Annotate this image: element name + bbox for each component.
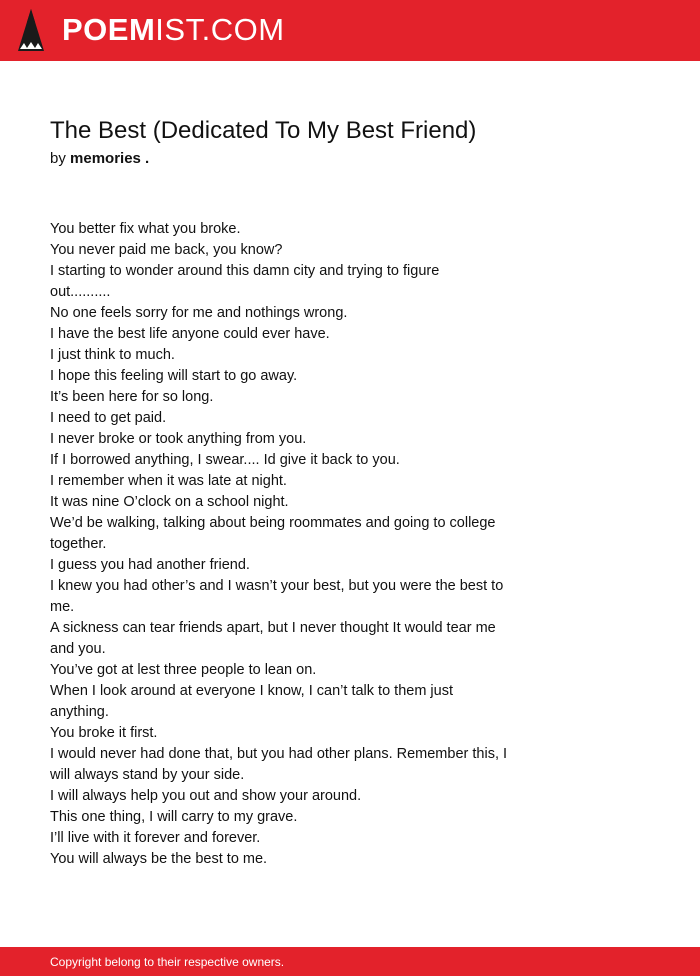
poem-line: A sickness can tear friends apart, but I never thought It would tear me [50, 620, 496, 636]
poem-line: I remember when it was late at night. [50, 473, 287, 489]
by-label: by [50, 150, 66, 167]
byline [50, 149, 149, 169]
poem-line: I starting to wonder around this damn city and trying to figure [50, 263, 440, 279]
poem-line: me. [50, 599, 75, 615]
copyright-text: Copyright belong to their respective owners. [50, 955, 285, 969]
poem-line: You will always be the best to me. [50, 851, 268, 867]
poem-line: I hope this feeling will start to go away. [50, 368, 298, 384]
poem-line: I never broke or took anything from you. [50, 431, 307, 447]
poem-line: I’ll live with it forever and forever. [50, 830, 261, 846]
poem-line: No one feels sorry for me and nothings wrong. [50, 305, 348, 321]
poem-line: I have the best life anyone could ever have. [50, 326, 330, 342]
author-name[interactable]: memories . [70, 150, 150, 167]
poem-line: together. [50, 536, 107, 552]
logo-bold-text: POEM [62, 12, 156, 47]
poem-body [50, 219, 550, 870]
poem-line: It’s been here for so long. [50, 389, 214, 405]
poem-line: This one thing, I will carry to my grave. [50, 809, 298, 825]
poem-line: and you. [50, 641, 106, 657]
poem-line: will always stand by your side. [50, 767, 245, 783]
poem-title: The Best (Dedicated To My Best Friend) [50, 117, 477, 144]
poem-line: We’d be walking, talking about being roommates and going to college [50, 515, 496, 531]
poem-line: I guess you had another friend. [50, 557, 250, 573]
pencil-tip-icon[interactable] [18, 9, 44, 51]
poem-line: I knew you had other’s and I wasn’t your best, but you were the best to [50, 578, 504, 594]
site-logo[interactable] [62, 12, 285, 48]
poem-line: You better fix what you broke. [50, 221, 241, 237]
poem-line: When I look around at everyone I know, I can’t talk to them just [50, 683, 453, 699]
poem-line: You never paid me back, you know? [50, 242, 283, 258]
site-footer [0, 947, 700, 976]
poem-line: I will always help you out and show your around. [50, 788, 362, 804]
site-header [0, 0, 700, 61]
poem-line: anything. [50, 704, 109, 720]
poem-line: You broke it first. [50, 725, 158, 741]
logo-light-text: IST.COM [155, 12, 285, 47]
poem-line: out.......... [50, 284, 111, 300]
poem-line: If I borrowed anything, I swear.... Id give it back to you. [50, 452, 400, 468]
poem-line: I would never had done that, but you had other plans. Remember this, I [50, 746, 508, 762]
poem-line: It was nine O’clock on a school night. [50, 494, 289, 510]
poem-line: You’ve got at lest three people to lean on. [50, 662, 317, 678]
poem-line: I need to get paid. [50, 410, 167, 426]
poem-line: I just think to much. [50, 347, 175, 363]
